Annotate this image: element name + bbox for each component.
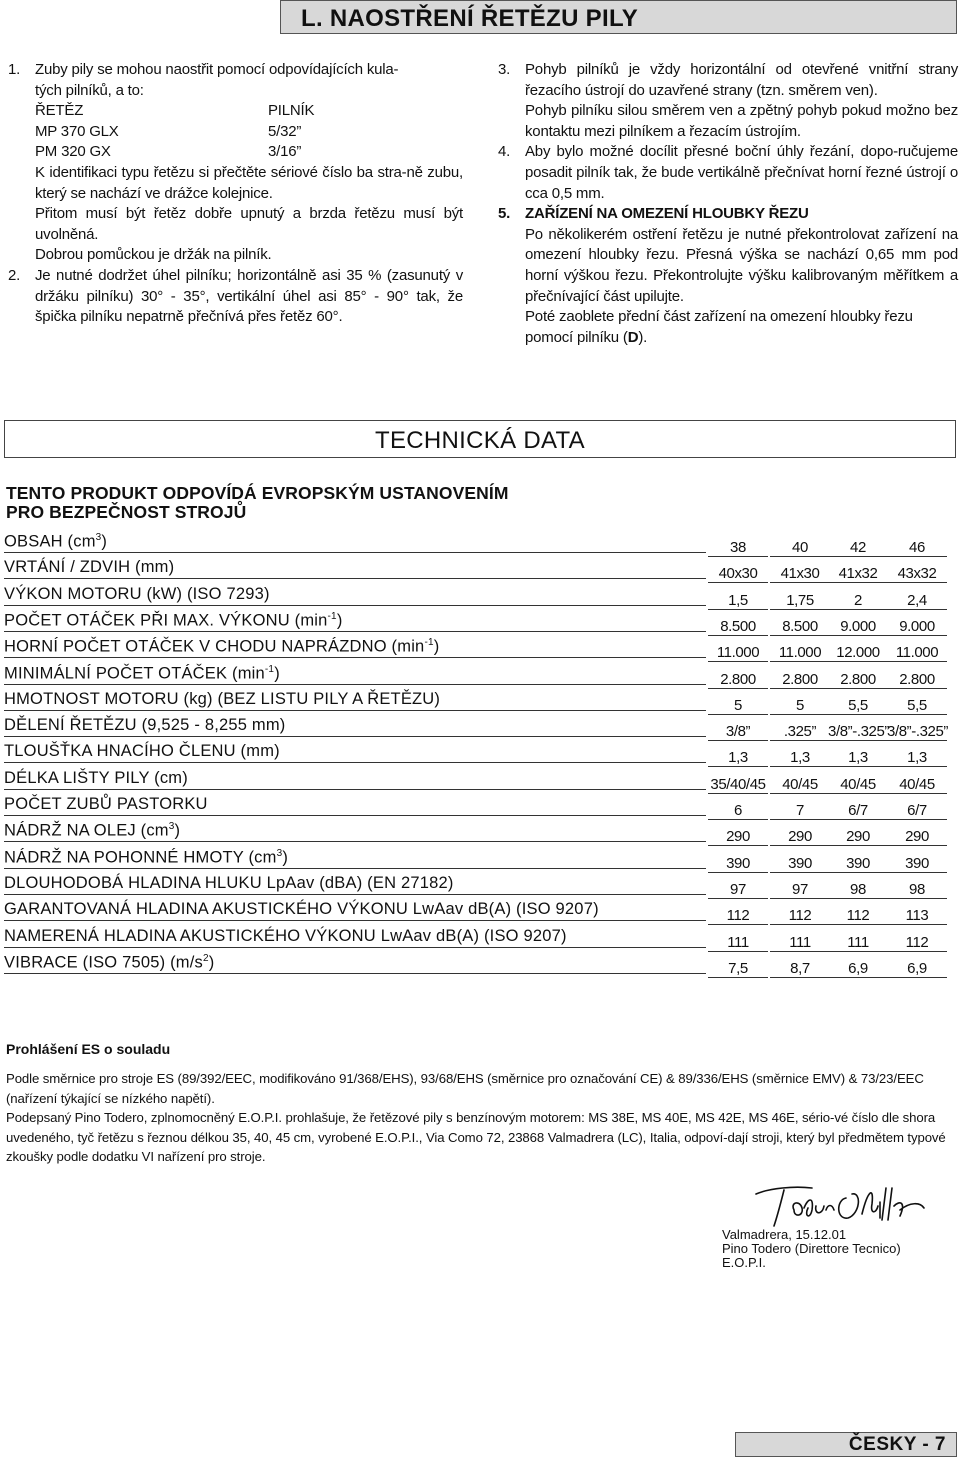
spec-row	[4, 821, 956, 847]
spec-row	[4, 664, 956, 690]
spec-row-rule	[4, 815, 706, 816]
declaration-text: Podle směrnice pro stroje ES (89/392/EEC, modifikováno 91/368/EHS), 93/68/EHS (směrnice pro označování CE) & 89/336/EHS (směrnice EMV) & 73/23/EEC (nařízení týkající se nízkého napětí). Podepsaný Pino Todero, zplnomocněný E.O.P.I. prohlašuje, že řetězové pily s benzínovým motorem: MS 38E, MS 40E, MS 42E, MS 46E, sério-vé číslo dle shora uvedeného, tyč řetězu s řeznou délkou 35, 40, 45 cm, vyrobené E.O.P.I., Via Como 72, 23868 Valmadrera (LC), Italia, odpoví-dají stroji, který byl předmětem typové zkoušky podle dodatku VI nařízení pro stroje.	[6, 1071, 946, 1165]
chain-table-header: ŘETĚZ PILNÍK	[35, 102, 315, 120]
spec-label: NAMERENÁ HLADINA AKUSTICKÉHO VÝKONU LwAav dB(A) (ISO 9207)	[4, 926, 567, 945]
spec-row-rule	[4, 789, 706, 790]
p3: 3. Pohyb pilníků je vždy horizontální od otevřené vnitřní strany řezacího ústrojí do uzavřené strany (tzn. směrem ven). Pohyb pilníku silou směrem ven a zpětný pohyb pokud možno bez kontaktu mezi pilníkem a řezacím ústrojím.	[498, 61, 958, 140]
spec-label: VRTÁNÍ / ZDVIH (mm)	[4, 558, 175, 577]
spec-row-rule	[4, 894, 706, 895]
p5-title: ZAŘÍZENÍ NA OMEZENÍ HLOUBKY ŘEZU	[525, 205, 809, 223]
p4: 4. Aby bylo možné docílit přesné boční úhly řezání, dopo-ručujeme posadit pilník tak, že bude vertikálně přečnívat horní řezné ústrojí o cca 0,5 mm.	[498, 143, 958, 202]
spec-value: 112	[708, 907, 768, 925]
spec-value: 3/8”-.325”	[887, 723, 949, 741]
p1-text3: Dobrou pomůckou je držák na pilník.	[35, 246, 272, 264]
p1-intro-cont: tých pilníků, a to:	[35, 81, 144, 99]
spec-value: 97	[708, 881, 768, 899]
spec-value: 8,7	[770, 960, 830, 978]
spec-row-rule	[4, 762, 706, 763]
spec-value: 390	[828, 855, 888, 873]
spec-label: NÁDRŽ NA OLEJ $(cm^3)$	[4, 821, 181, 840]
spec-value: 5	[708, 697, 768, 715]
spec-value: 1,5	[708, 592, 768, 610]
right-column	[498, 60, 958, 348]
spec-value: 98	[828, 881, 888, 899]
spec-row-rule	[4, 920, 706, 921]
spec-label: GARANTOVANÁ HLADINA AKUSTICKÉHO VÝKONU LwAav dB(A) (ISO 9207)	[4, 900, 599, 919]
spec-row	[4, 611, 956, 637]
spec-value: 8.500	[770, 618, 830, 636]
spec-value: 113	[887, 907, 947, 925]
p1-text: K identifikaci typu řetězu si přečtěte sériové číslo ba stra-ně zubu, který se nachází ve drážce kolejnice.	[35, 163, 463, 202]
spec-row-rule	[4, 841, 706, 842]
left-column	[8, 60, 463, 328]
spec-value: 112	[828, 907, 888, 925]
spec-value: 43x32	[887, 565, 947, 583]
spec-value: 1,3	[770, 749, 830, 767]
spec-label: VIBRACE (ISO 7505) $(m/s^2)$	[4, 952, 215, 972]
spec-value: 12.000	[828, 644, 888, 662]
spec-row	[4, 848, 956, 874]
signature-block: Valmadrera, 15.12.01 Pino Todero (Direttore Tecnico) E.O.P.I.	[722, 1227, 901, 1270]
p5: 5. ZAŘÍZENÍ NA OMEZENÍ HLOUBKY ŘEZU Po několikerém ostření řetězu je nutné překontrolovat zařízení na omezení hloubky řezu. Přesná výška se nachází 0,65 mm pod horní výškou řezu. Překontrolujte výšku kalibrovaným měřítkem a přečnívající část upilujte. Poté zaoblete přední část zařízení na omezení hloubky řezu pomocí pilníku (D).	[498, 205, 958, 346]
spec-value: 290	[887, 828, 947, 846]
spec-label: DÉLKA LIŠTY PILY (cm)	[4, 768, 188, 787]
spec-value: 97	[770, 881, 830, 899]
spec-row-rule	[4, 657, 706, 658]
spec-value: 290	[770, 828, 830, 846]
spec-value: 7	[770, 802, 830, 820]
spec-label: HORNÍ POČET OTÁČEK V CHODU NAPRÁZDNO $(\min^{-1})$	[4, 637, 440, 656]
spec-value: 40/45	[770, 776, 830, 794]
spec-value: 390	[770, 855, 830, 873]
spec-row-rule	[4, 631, 706, 632]
spec-value: 35/40/45	[708, 776, 768, 794]
conformity-heading: TENTO PRODUKT ODPOVÍDÁ EVROPSKÝM USTANOVENÍM PRO BEZPEČNOST STROJŮ	[6, 483, 509, 522]
spec-value: 3/8”	[708, 723, 768, 741]
spec-label: DĚLENÍ ŘETĚZU (9,525 - 8,255 mm)	[4, 716, 286, 735]
section-title-box	[280, 0, 957, 34]
spec-label: OBSAH $(cm^3)$	[4, 532, 108, 551]
spec-value: 2.800	[887, 671, 947, 689]
tech-data-title: TECHNICKÁ DATA	[375, 427, 585, 454]
chain-table-row: MP 370 GLX 5/32”	[35, 122, 302, 140]
spec-value: 290	[828, 828, 888, 846]
spec-row-rule	[4, 736, 706, 737]
spec-value: 1,3	[887, 749, 947, 767]
spec-value: 40/45	[887, 776, 947, 794]
spec-row	[4, 532, 956, 558]
section-title: L. NAOSTŘENÍ ŘETĚZU PILY	[301, 5, 639, 32]
spec-label: POČET ZUBŮ PASTORKU	[4, 795, 208, 813]
spec-value: 6,9	[887, 960, 947, 978]
spec-value: 42	[828, 539, 888, 557]
spec-value: 112	[887, 934, 947, 952]
spec-value: 2.800	[708, 671, 768, 689]
spec-value: 390	[708, 855, 768, 873]
footer-page-label: ČESKY - 7	[848, 1434, 946, 1455]
spec-value: 111	[708, 934, 768, 952]
footer-page-box	[735, 1432, 957, 1457]
spec-row	[4, 637, 956, 663]
spec-label: VÝKON MOTORU (kW) (ISO 7293)	[4, 584, 270, 603]
spec-value: 112	[770, 907, 830, 925]
spec-row-rule	[4, 552, 706, 553]
chain-table-row: PM 320 GX 3/16”	[35, 143, 302, 161]
spec-value: 111	[828, 934, 888, 952]
spec-label: HMOTNOST MOTORU (kg) (BEZ LISTU PILY A ŘETĚZU)	[4, 689, 441, 708]
spec-row-rule	[4, 578, 706, 579]
spec-row	[4, 690, 956, 716]
spec-value: 1,75	[770, 592, 830, 610]
spec-value: 6/7	[887, 802, 947, 820]
spec-value: 46	[887, 539, 947, 557]
spec-label: MINIMÁLNÍ POČET OTÁČEK $(\min^{-1})$	[4, 663, 280, 682]
spec-label: DLOUHODOBÁ HLADINA HLUKU LpAav (dBA) (EN 27182)	[4, 873, 454, 892]
spec-row-rule	[4, 868, 706, 869]
spec-label: TLOUŠŤKA HNACÍHO ČLENU (mm)	[4, 742, 280, 761]
spec-row	[4, 874, 956, 900]
spec-row	[4, 795, 956, 821]
spec-value: 11.000	[770, 644, 830, 662]
spec-row	[4, 927, 956, 953]
spec-row	[4, 585, 956, 611]
p2: 2. Je nutné dodržet úhel pilníku; horizontálně asi 35 % (zasunutý v držáku pilníku) 30° - 35°, vertikální úhel asi 85° - 90° tak, že špička pilníku nepatrně přečnívá přes řetěz 60°.	[8, 266, 463, 326]
spec-row-rule	[4, 973, 706, 974]
spec-value: 8.500	[708, 618, 768, 636]
spec-row	[4, 769, 956, 795]
declaration-title: Prohlášení ES o souladu	[6, 1041, 171, 1057]
spec-row	[4, 716, 956, 742]
spec-value: 390	[887, 855, 947, 873]
p1-intro: 1. Zuby pily se mohou naostřit pomocí odpovídajících kula-	[8, 61, 399, 78]
spec-value: 5	[770, 697, 830, 715]
spec-value: 9.000	[887, 618, 947, 636]
spec-value: 98	[887, 881, 947, 899]
spec-value: 1,3	[708, 749, 768, 767]
spec-value: 6,9	[828, 960, 888, 978]
spec-value: 40	[770, 539, 830, 557]
spec-value: 111	[770, 934, 830, 952]
spec-value: 11.000	[887, 644, 947, 662]
spec-value: 5,5	[828, 697, 888, 715]
spec-row-rule	[4, 947, 706, 948]
spec-value: 1,3	[828, 749, 888, 767]
spec-label: NÁDRŽ NA POHONNÉ HMOTY $(cm^3)$	[4, 847, 289, 867]
spec-row-rule	[4, 605, 706, 606]
spec-value: 3/8”-.325”	[828, 723, 890, 741]
spec-value: 2,4	[887, 592, 947, 610]
spec-value: 5,5	[887, 697, 947, 715]
spec-value: 7,5	[708, 960, 768, 978]
spec-value: 38	[708, 539, 768, 557]
spec-value: 2	[828, 592, 888, 610]
spec-row-rule	[4, 710, 706, 711]
spec-row	[4, 742, 956, 768]
tech-data-title-box	[4, 420, 956, 458]
spec-value: 41x32	[828, 565, 888, 583]
spec-label: POČET OTÁČEK PŘI MAX. VÝKONU $(\min^{-1})$	[4, 610, 343, 630]
spec-value: 11.000	[708, 644, 768, 662]
spec-value: 2.800	[770, 671, 830, 689]
spec-value: .325”	[770, 723, 830, 741]
spec-value: 6	[708, 802, 768, 820]
spec-row-rule	[4, 684, 706, 685]
spec-value: 41x30	[770, 565, 830, 583]
spec-value: 40x30	[708, 565, 768, 583]
spec-row	[4, 558, 956, 584]
spec-row	[4, 953, 956, 979]
p1-text2: Přitom musí být řetěz dobře upnutý a brzda řetězu musí být uvolněná.	[35, 205, 463, 243]
spec-row	[4, 900, 956, 926]
spec-value: 290	[708, 828, 768, 846]
spec-value: 40/45	[828, 776, 888, 794]
spec-value: 9.000	[828, 618, 888, 636]
spec-value: 2.800	[828, 671, 888, 689]
spec-value: 6/7	[828, 802, 888, 820]
